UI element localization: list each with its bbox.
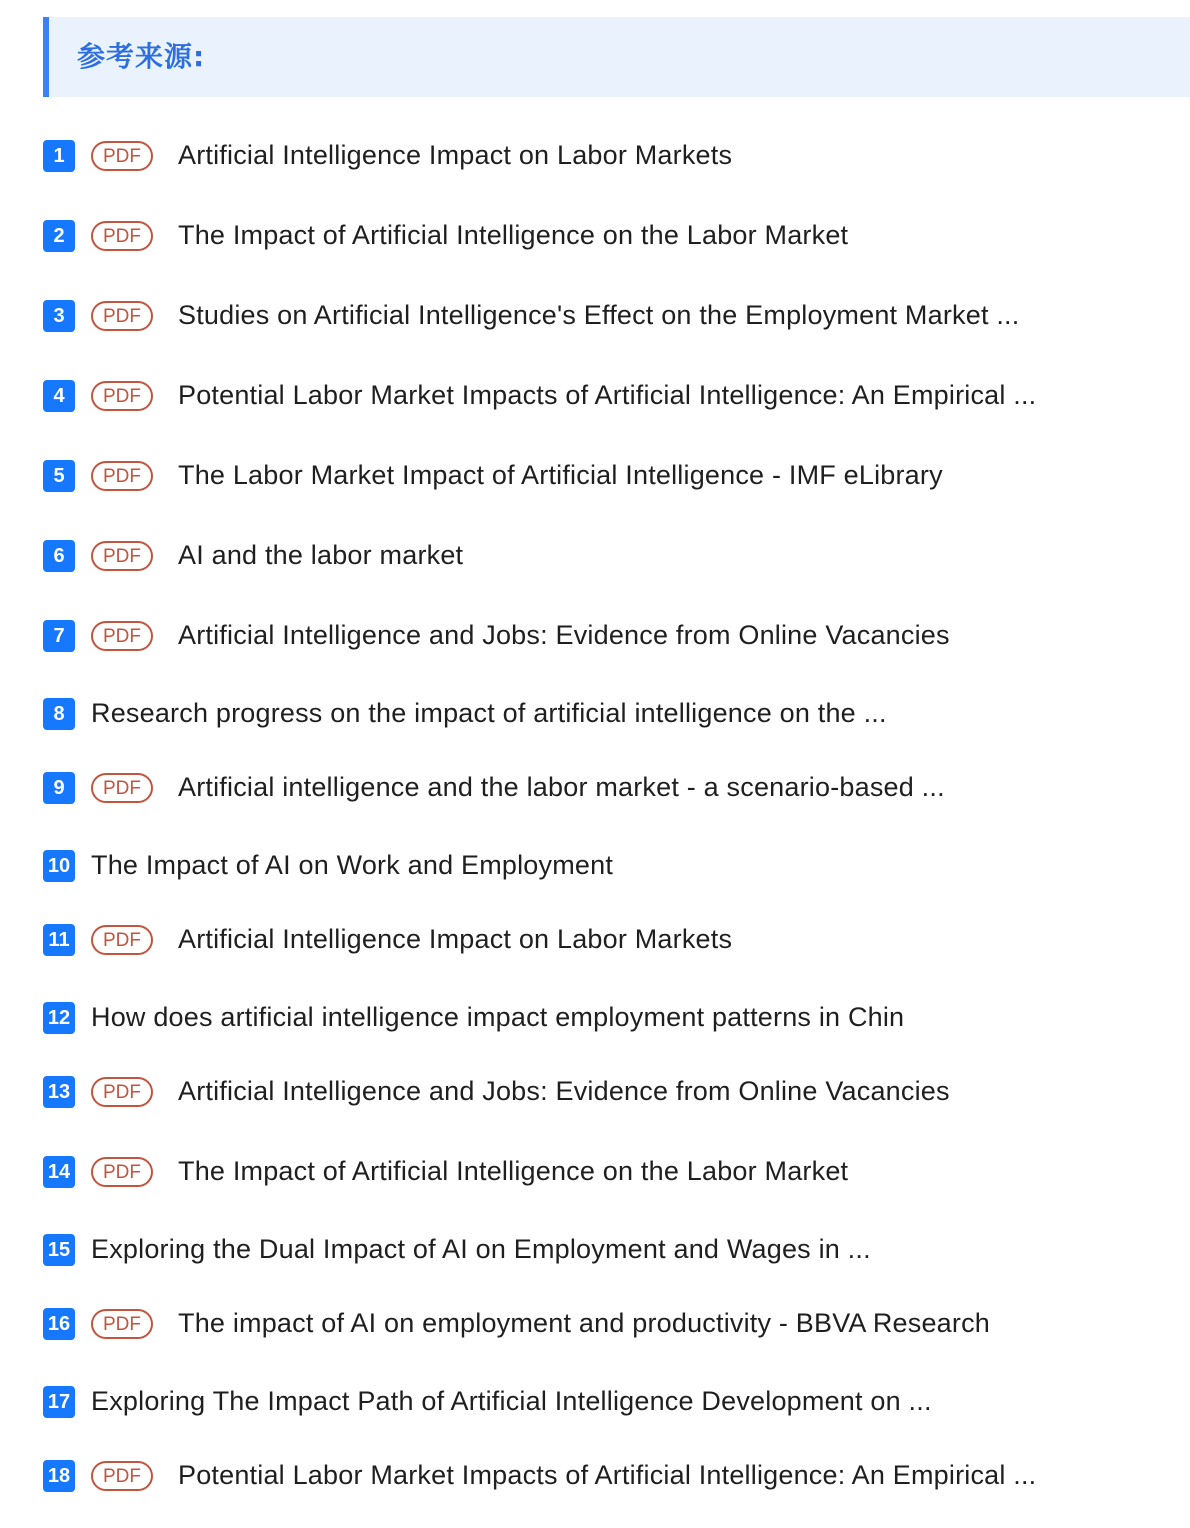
reference-number-badge: 9 bbox=[43, 772, 75, 804]
reference-title-link[interactable]: The Labor Market Impact of Artificial Intelligence - IMF eLibrary bbox=[178, 460, 943, 490]
references-heading: 参考来源: bbox=[77, 40, 206, 73]
reference-item[interactable] bbox=[43, 1458, 1036, 1492]
reference-number-badge: 13 bbox=[43, 1076, 75, 1108]
reference-item[interactable] bbox=[43, 458, 943, 492]
reference-number-badge: 16 bbox=[43, 1308, 75, 1340]
reference-title-link[interactable]: AI and the labor market bbox=[178, 540, 464, 570]
reference-item[interactable] bbox=[43, 848, 613, 882]
reference-item[interactable] bbox=[43, 538, 463, 572]
reference-item[interactable] bbox=[43, 218, 848, 252]
pdf-badge: PDF bbox=[91, 925, 153, 955]
reference-title-link[interactable]: Artificial Intelligence and Jobs: Evidence from Online Vacancies bbox=[178, 1076, 950, 1106]
reference-item[interactable] bbox=[43, 378, 1036, 412]
pdf-badge: PDF bbox=[91, 541, 153, 571]
reference-title-link[interactable]: The Impact of Artificial Intelligence on the Labor Market bbox=[178, 1156, 849, 1186]
reference-number-badge: 1 bbox=[43, 140, 75, 172]
pdf-badge: PDF bbox=[91, 1309, 153, 1339]
reference-number-badge: 18 bbox=[43, 1460, 75, 1492]
pdf-badge: PDF bbox=[91, 773, 153, 803]
reference-number-badge: 12 bbox=[43, 1002, 75, 1034]
reference-number-badge: 14 bbox=[43, 1156, 75, 1188]
reference-title-link[interactable]: The impact of AI on employment and productivity - BBVA Research bbox=[178, 1308, 990, 1338]
reference-number-badge: 11 bbox=[43, 924, 75, 956]
reference-title-link[interactable]: The Impact of AI on Work and Employment bbox=[91, 850, 614, 880]
reference-item[interactable] bbox=[43, 1000, 904, 1034]
reference-title-link[interactable]: Research progress on the impact of artificial intelligence on the ... bbox=[91, 698, 887, 728]
reference-title-link[interactable]: The Impact of Artificial Intelligence on the Labor Market bbox=[178, 220, 849, 250]
reference-item[interactable] bbox=[43, 696, 887, 730]
pdf-badge: PDF bbox=[91, 221, 153, 251]
reference-item[interactable] bbox=[43, 138, 732, 172]
reference-item[interactable] bbox=[43, 922, 732, 956]
pdf-badge: PDF bbox=[91, 1157, 153, 1187]
pdf-badge: PDF bbox=[91, 1077, 153, 1107]
reference-title-link[interactable]: Artificial Intelligence Impact on Labor Markets bbox=[178, 924, 733, 954]
pdf-badge: PDF bbox=[91, 461, 153, 491]
reference-item[interactable] bbox=[43, 1074, 950, 1108]
reference-title-link[interactable]: How does artificial intelligence impact employment patterns in Chin bbox=[91, 1002, 905, 1032]
pdf-badge: PDF bbox=[91, 381, 153, 411]
reference-number-badge: 3 bbox=[43, 300, 75, 332]
reference-item[interactable] bbox=[43, 1232, 871, 1266]
reference-title-link[interactable]: Studies on Artificial Intelligence's Effect on the Employment Market ... bbox=[178, 300, 1020, 330]
reference-item[interactable] bbox=[43, 770, 945, 804]
reference-number-badge: 10 bbox=[43, 850, 75, 882]
reference-item[interactable] bbox=[43, 1384, 932, 1418]
pdf-badge: PDF bbox=[91, 1461, 153, 1491]
pdf-badge: PDF bbox=[91, 301, 153, 331]
reference-number-badge: 17 bbox=[43, 1386, 75, 1418]
reference-number-badge: 6 bbox=[43, 540, 75, 572]
reference-title-link[interactable]: Artificial Intelligence Impact on Labor Markets bbox=[178, 140, 733, 170]
pdf-badge: PDF bbox=[91, 621, 153, 651]
reference-title-link[interactable]: Potential Labor Market Impacts of Artificial Intelligence: An Empirical ... bbox=[178, 1460, 1037, 1490]
reference-title-link[interactable]: Potential Labor Market Impacts of Artificial Intelligence: An Empirical ... bbox=[178, 380, 1037, 410]
reference-item[interactable] bbox=[43, 1306, 990, 1340]
reference-title-link[interactable]: Artificial Intelligence and Jobs: Evidence from Online Vacancies bbox=[178, 620, 950, 650]
reference-number-badge: 5 bbox=[43, 460, 75, 492]
reference-title-link[interactable]: Exploring the Dual Impact of AI on Employment and Wages in ... bbox=[91, 1234, 871, 1264]
reference-title-link[interactable]: Exploring The Impact Path of Artificial Intelligence Development on ... bbox=[91, 1386, 932, 1416]
reference-item[interactable] bbox=[43, 298, 1019, 332]
reference-number-badge: 7 bbox=[43, 620, 75, 652]
reference-item[interactable] bbox=[43, 1154, 848, 1188]
pdf-badge: PDF bbox=[91, 141, 153, 171]
reference-item[interactable] bbox=[43, 618, 950, 652]
reference-number-badge: 8 bbox=[43, 698, 75, 730]
reference-title-link[interactable]: Artificial intelligence and the labor market - a scenario-based ... bbox=[178, 772, 945, 802]
reference-number-badge: 15 bbox=[43, 1234, 75, 1266]
reference-number-badge: 4 bbox=[43, 380, 75, 412]
reference-number-badge: 2 bbox=[43, 220, 75, 252]
